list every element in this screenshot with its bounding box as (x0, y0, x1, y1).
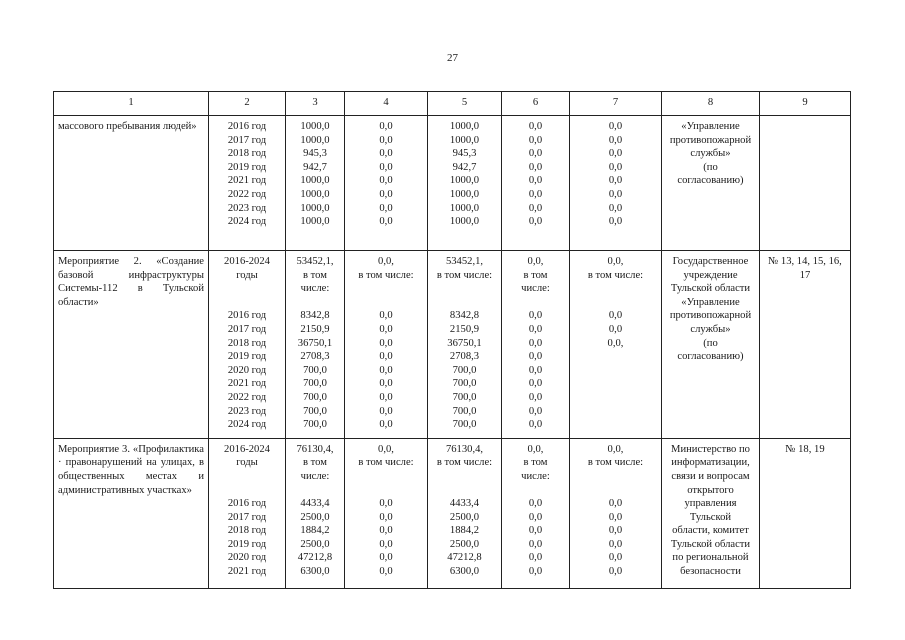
responsible-line: службы» (690, 323, 731, 335)
responsible-line: (по (703, 161, 718, 173)
cell-value: 0,0 (379, 134, 393, 146)
spacer (572, 282, 659, 296)
cell-heading-line: 53452,1, (445, 256, 484, 267)
cell-value: 4433,4 (300, 498, 330, 510)
cell-value: 36750,1 (297, 337, 333, 349)
responsible-line: (по (703, 337, 718, 349)
cell-heading-line: 0,0, (607, 256, 624, 267)
cell-value: 2016 год (227, 310, 267, 322)
spacer (211, 470, 283, 484)
table-body (54, 92, 851, 589)
spacer (430, 484, 499, 498)
activity-name-cell (54, 251, 209, 439)
cell-value: 0,0 (528, 511, 543, 523)
extra-budget-cell (570, 438, 662, 588)
spacer (572, 470, 659, 484)
cell-value: 0,0 (608, 161, 623, 173)
responsible-line: противопожарной (669, 310, 752, 322)
activity-name: Мероприятие 2. «Создание базовой инфраструктуры Системы-112 в Тульской области» (58, 256, 204, 308)
cell-value: 942,7 (452, 161, 477, 173)
cell-value: 0,0 (528, 525, 543, 537)
header-cell: 2 (209, 92, 286, 116)
cell-value: 1000,0 (300, 121, 330, 132)
federal-budget-cell (345, 251, 428, 439)
period-cell (209, 251, 286, 439)
extra-budget-cell (570, 251, 662, 439)
cell-value: 1000,0 (300, 188, 330, 200)
spacer (430, 282, 499, 296)
cell-value: 4433,4 (449, 498, 480, 510)
cell-heading-line: числе: (521, 283, 550, 295)
spacer (504, 484, 567, 498)
cell-value: 2500,0 (300, 511, 330, 523)
responsible-line: Тульской области (670, 283, 751, 295)
table-row (54, 116, 851, 251)
cell-value: 0,0 (528, 498, 543, 510)
cell-value: 0,0 (379, 202, 393, 214)
table-row (54, 251, 851, 439)
total-cell (286, 438, 345, 588)
cell-heading-line: 0,0, (527, 256, 544, 267)
spacer (504, 296, 567, 310)
responsible-line: Тульской области (670, 538, 751, 550)
cell-value: 2024 год (227, 419, 267, 431)
cell-heading-line: годы (236, 457, 258, 469)
responsible-cell (662, 116, 760, 251)
cell-value: 2018 год (227, 525, 267, 537)
cell-value: 0,0 (608, 552, 623, 564)
spacer (347, 296, 425, 310)
spacer (211, 296, 283, 310)
cell-heading-line: в том числе: (358, 269, 414, 281)
cell-value: 0,0 (528, 202, 543, 214)
spacer (572, 296, 659, 310)
cell-heading-line: 76130,4, (296, 443, 334, 455)
cell-value: 0,0 (379, 337, 393, 349)
cell-value: 2023 год (227, 405, 267, 417)
regional-budget-cell (428, 116, 502, 251)
cell-value: 0,0 (528, 419, 543, 431)
header-row (54, 92, 851, 116)
cell-value: 2500,0 (449, 538, 480, 550)
responsible-line: Государственное (672, 256, 749, 267)
cell-heading-line: числе: (300, 283, 330, 295)
cell-value: 0,0 (379, 175, 393, 187)
spacer (288, 296, 342, 310)
cell-value: 0,0 (528, 566, 543, 578)
cell-value: 0,0 (528, 323, 543, 335)
indicator-line: № 13, 14, 15, 16, (768, 256, 842, 267)
cell-value: 0,0 (608, 216, 623, 228)
cell-value: 0,0 (379, 310, 393, 322)
cell-value: 942,7 (303, 161, 327, 173)
cell-value: 2016 год (227, 121, 267, 132)
regional-budget-cell (428, 438, 502, 588)
cell-value: 1884,2 (300, 525, 330, 537)
cell-value: 0,0 (608, 498, 623, 510)
responsible-line: противопожарной (669, 134, 752, 146)
responsible-line: Тульской (689, 511, 732, 523)
cell-heading-line: 53452,1, (296, 256, 334, 267)
cell-value: 0,0 (379, 419, 393, 431)
cell-value: 2708,3 (300, 351, 330, 363)
cell-value: 2500,0 (449, 511, 480, 523)
responsible-cell (662, 251, 760, 439)
cell-value: 0,0 (379, 161, 393, 173)
header-cell: 7 (570, 92, 662, 116)
spacer (211, 282, 283, 296)
spacer (347, 282, 425, 296)
activity-name-cell (54, 438, 209, 588)
cell-value: 700,0 (452, 405, 477, 417)
cell-value: 2150,9 (300, 323, 330, 335)
indicator-cell (760, 438, 851, 588)
cell-value: 2020 год (227, 364, 267, 376)
cell-value: 36750,1 (447, 337, 482, 349)
cell-value: 0,0 (528, 337, 543, 349)
cell-value: 0,0 (379, 121, 393, 132)
cell-value: 1000,0 (300, 202, 330, 214)
cell-value: 0,0 (528, 121, 543, 132)
table-row (54, 438, 851, 588)
cell-heading-line: в том (303, 269, 327, 281)
cell-value: 47212,8 (447, 552, 482, 564)
cell-value: 0,0 (528, 175, 543, 187)
cell-heading-line: числе: (300, 470, 330, 482)
cell-value: 2500,0 (300, 538, 330, 550)
cell-value: 700,0 (303, 391, 327, 403)
cell-value: 700,0 (303, 419, 327, 431)
cell-value: 6300,0 (300, 566, 330, 578)
responsible-line: согласованию) (677, 175, 744, 187)
local-budget-cell (502, 251, 570, 439)
cell-value: 945,3 (452, 148, 477, 160)
header-cell: 9 (760, 92, 851, 116)
spacer (347, 470, 425, 484)
cell-value: 0,0 (379, 405, 393, 417)
indicator-cell (760, 116, 851, 251)
cell-heading-line: в том числе: (436, 269, 493, 281)
cell-value: 2023 год (227, 202, 267, 214)
cell-value: 0,0 (528, 188, 543, 200)
federal-budget-cell (345, 116, 428, 251)
cell-value: 2150,9 (449, 323, 480, 335)
cell-value: 2708,3 (449, 351, 480, 363)
cell-value: 0,0 (608, 148, 623, 160)
responsible-line: «Управление (681, 121, 740, 132)
activity-name: Мероприятие 3. «Профилактика · правонарушений на улицах, в общественных местах и административных участках» (58, 443, 204, 496)
indicator-line: 17 (799, 269, 811, 281)
cell-heading-line: 0,0, (378, 443, 394, 455)
indicator-cell (760, 251, 851, 439)
cell-value: 2017 год (227, 134, 267, 146)
cell-value: 0,0 (528, 351, 543, 363)
cell-value: 0,0 (379, 511, 393, 523)
cell-value: 0,0 (528, 364, 543, 376)
header-cell: 8 (662, 92, 760, 116)
cell-heading-line: числе: (521, 470, 550, 482)
cell-heading-line: 76130,4, (445, 443, 484, 455)
responsible-line: согласованию) (677, 351, 744, 363)
cell-value: 0,0 (379, 538, 393, 550)
cell-value: 6300,0 (449, 566, 480, 578)
cell-value: 700,0 (303, 364, 327, 376)
cell-value: 0,0 (608, 188, 623, 200)
cell-value: 2021 год (227, 566, 267, 578)
cell-value: 1884,2 (449, 525, 480, 537)
cell-value: 1000,0 (449, 134, 480, 146)
cell-value: 0,0 (379, 188, 393, 200)
cell-value: 2019 год (227, 351, 267, 363)
cell-value: 0,0 (608, 175, 623, 187)
cell-value: 2019 год (227, 538, 267, 550)
page-number: 27 (447, 52, 458, 64)
responsible-line: управления (684, 498, 737, 510)
responsible-line: по региональной (672, 552, 749, 564)
spacer (347, 484, 425, 498)
cell-value: 2018 год (227, 148, 267, 160)
cell-value: 2016 год (227, 498, 267, 510)
local-budget-cell (502, 438, 570, 588)
cell-value: 0,0 (528, 538, 543, 550)
spacer (430, 470, 499, 484)
cell-heading-line: в том (523, 269, 548, 281)
cell-value: 0,0 (379, 148, 393, 160)
cell-value: 700,0 (303, 378, 327, 390)
cell-value: 2017 год (227, 511, 267, 523)
cell-value: 0,0 (379, 391, 393, 403)
cell-value: 1000,0 (300, 175, 330, 187)
responsible-line: связи и вопросам (671, 470, 750, 482)
cell-value: 0,0 (379, 323, 393, 335)
cell-value: 1000,0 (449, 188, 480, 200)
cell-value: 1000,0 (300, 134, 330, 146)
cell-value: 0,0 (379, 525, 393, 537)
cell-heading-line: 2016-2024 (224, 256, 270, 267)
cell-heading-line: 0,0, (378, 256, 394, 267)
federal-budget-cell (345, 438, 428, 588)
header-cell: 1 (54, 92, 209, 116)
cell-value: 0,0 (608, 525, 623, 537)
cell-heading-line: годы (236, 269, 258, 281)
cell-heading-line: в том числе: (587, 269, 644, 281)
cell-value: 0,0 (528, 378, 543, 390)
cell-value: 700,0 (452, 378, 477, 390)
cell-value: 0,0 (528, 310, 543, 322)
cell-value: 0,0 (379, 566, 393, 578)
program-table (53, 91, 851, 589)
cell-value: 1000,0 (449, 202, 480, 214)
cell-value: 2021 год (227, 378, 267, 390)
cell-value: 8342,8 (449, 310, 480, 322)
total-cell (286, 251, 345, 439)
extra-budget-cell (570, 116, 662, 251)
cell-value: 0,0 (608, 538, 623, 550)
regional-budget-cell (428, 251, 502, 439)
cell-value: 1000,0 (449, 121, 480, 132)
cell-value: 2022 год (227, 391, 267, 403)
cell-value: 0,0 (379, 378, 393, 390)
cell-heading-line: в том числе: (587, 457, 644, 469)
cell-value: 0,0 (528, 552, 543, 564)
cell-value: 2022 год (227, 188, 267, 200)
responsible-cell (662, 438, 760, 588)
cell-value: 0,0 (528, 161, 543, 173)
cell-heading-line: 2016-2024 (224, 443, 270, 455)
responsible-line: информатизации, (671, 457, 750, 469)
cell-value: 8342,8 (300, 310, 330, 322)
responsible-line: области, комитет (672, 525, 749, 537)
total-cell (286, 116, 345, 251)
header-cell: 6 (502, 92, 570, 116)
cell-value: 700,0 (452, 419, 477, 431)
cell-value: 0,0 (379, 552, 393, 564)
cell-value: 0,0 (528, 391, 543, 403)
spacer (572, 484, 659, 498)
cell-value: 1000,0 (449, 216, 480, 228)
cell-value: 1000,0 (300, 216, 330, 228)
spacer (430, 296, 499, 310)
cell-value: 2017 год (227, 323, 267, 335)
cell-heading-line: 0,0, (527, 443, 544, 455)
activity-name-cell (54, 116, 209, 251)
cell-value: 945,3 (303, 148, 327, 160)
cell-value: 0,0 (528, 148, 543, 160)
cell-value: 2019 год (227, 161, 267, 173)
cell-value: 0,0 (608, 202, 623, 214)
cell-value: 0,0 (528, 216, 543, 228)
responsible-line: учреждение (683, 269, 738, 281)
activity-name: массового пребывания людей» (58, 121, 197, 132)
responsible-line: безопасности (680, 566, 741, 578)
cell-value: 0,0 (608, 323, 623, 335)
local-budget-cell (502, 116, 570, 251)
cell-value: 0,0 (379, 216, 393, 228)
cell-value: 0,0 (608, 121, 623, 132)
cell-value: 0,0 (608, 310, 623, 322)
cell-value: 2021 год (227, 175, 267, 187)
cell-value: 1000,0 (449, 175, 480, 187)
cell-value: 700,0 (452, 391, 477, 403)
cell-value: 47212,8 (297, 552, 333, 564)
cell-heading-line: в том числе: (358, 457, 414, 469)
cell-value: 0,0 (528, 405, 543, 417)
cell-value: 0,0 (379, 351, 393, 363)
cell-value: 0,0 (608, 134, 623, 146)
cell-value: 0,0 (379, 498, 393, 510)
responsible-line: Министерство по (671, 443, 750, 455)
cell-heading-line: в том числе: (436, 457, 493, 469)
cell-heading-line: в том (303, 457, 327, 469)
cell-value: 0,0 (379, 364, 393, 376)
cell-heading-line: в том (523, 457, 548, 469)
responsible-line: службы» (690, 148, 731, 160)
cell-value: 2024 год (227, 216, 267, 228)
cell-value: 0,0, (607, 337, 624, 349)
cell-value: 0,0 (528, 134, 543, 146)
cell-value: 700,0 (303, 405, 327, 417)
cell-value: 2020 год (227, 552, 267, 564)
cell-heading-line: 0,0, (607, 443, 624, 455)
indicator-line: № 18, 19 (785, 443, 825, 455)
period-cell (209, 116, 286, 251)
header-cell: 5 (428, 92, 502, 116)
cell-value: 2018 год (227, 337, 267, 349)
period-cell (209, 438, 286, 588)
spacer (288, 484, 342, 498)
header-cell: 4 (345, 92, 428, 116)
header-cell: 3 (286, 92, 345, 116)
spacer (211, 484, 283, 498)
responsible-line: открытого (687, 484, 734, 496)
responsible-line: «Управление (681, 296, 740, 308)
cell-value: 0,0 (608, 511, 623, 523)
cell-value: 700,0 (452, 364, 477, 376)
cell-value: 0,0 (608, 566, 623, 578)
